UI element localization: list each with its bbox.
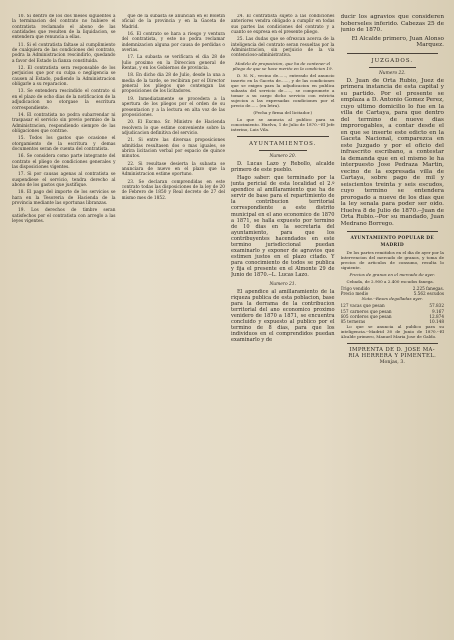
notice-number-21: Numero 21. (269, 281, 297, 287)
paragraph: 22. Si resultase desierta la subasta se anunciara de nuevo en el plazo que la Administracion estime oportuno. (121, 161, 225, 178)
model-signature: (Fecha y firma del licitador.) (253, 109, 313, 115)
item-label: 127 vacas que pesan (340, 303, 385, 309)
market-closing: Lo que se anuncia al publico para su inteligencia.--Madrid 30 de Junio de 1870.--El Alcalde primero, Manuel Maria Jose de Galdo. (340, 324, 444, 340)
column-3 (231, 14, 335, 632)
notice-number-22: Numero 22. (378, 70, 406, 76)
grain-prices-title: Precios de granos en el mercado de ayer. (349, 272, 435, 277)
paragraph: 18. En dicho dia 28 de Julio, desde la una a media de la tarde, se recibiran por el Director general los pliegos que contengan las proposiciones de los licitadores. (121, 73, 225, 95)
paragraph: 16. El contrato se hara a riesgo y ventura del contratista, y este no podra reclamar indemnizacion alguna por causa de perdidas o averias. (121, 32, 225, 54)
reses-list (341, 303, 445, 324)
paragraph: 14. El contratista no podra subarrendar ni traspasar el servicio sin previo permiso de la Administracion, respondiendo siempre de las obligaciones que contrae. (12, 112, 116, 134)
item-value: 57.832 (429, 303, 444, 309)
item-label: 605 corderos que pesan (340, 313, 392, 319)
paragraph: 18. El pago del importe de los servicios se hara en la Tesoreria de Hacienda de la provincia mediante las oportunas libranzas. (12, 190, 116, 206)
paragraph: 23. Se declaran comprendidas en este contrato todas las disposiciones de la ley de 20 de Febrero de 1850 y Real decreto de 27 del mismo mes de 1852. (121, 179, 225, 201)
alcalde-notice: Hago saber: que terminado por la junta pericial de esta localidad el 2.º apendice al amillaramiento que ha de servir de base para el repartimiento de la contribucion territorial correspondiente a este distrito municipal en el ano economico de 1870 a 1871, se halla expuesto por termino de 10 dias en la secretaria del ayuntamiento, para que los contribuyentes hacendados en este termino jurisdiccional puedan examinarlo y exponer de agravios que estimen justos en el plazo citado. Y para conocimiento de todos se publica y fija el presente en el Almonte 29 de Junio de 1870.--L. Lucas Lazo. (231, 174, 335, 279)
paragraph: 21. Si entre las diversas proposiciones admitidas resultasen dos o mas iguales, se abrira licitacion verbal por espacio de quince minutos. (121, 138, 225, 160)
paragraph: 20. El Excmo. Sr. Ministro de Hacienda resolvera lo que estime conveniente sobre la adjudicacion definitiva del servicio. (121, 120, 225, 136)
paragraph: 16. Se considera como parte integrante del contrato el pliego de condiciones generales y las disposiciones vigentes. (12, 154, 116, 170)
paragraph: 15. Todos los gastos que ocasione el otorgamiento de la escritura y demas documentos seran de cuenta del contratista. (12, 136, 116, 152)
divider (259, 150, 307, 151)
paragraph: 19. Los derechos de timbre seran satisfechos por el contratista con arreglo a las leyes vigentes. (12, 208, 116, 225)
printer-line-2: RIA HERRERA Y PIMENTEL. (348, 353, 437, 360)
apendice-notice: El apendice al amillaramiento de la riqueza publica de esta poblacion, base para la derrama de la contribucion territorial del ano economico proximo venidero de 1870 a 1871, se encuentra concluido y expuesto al publico por el termino de 8 dias, para que los individuos en el comprendidos puedan examinarlo y de (231, 288, 335, 344)
alcalde-heading: D. Lucas Lazo y Rebollo, alcalde primero de este pueblo. (231, 160, 335, 173)
columns (12, 14, 444, 632)
ayuntamiento-subheading: MADRID (380, 243, 404, 248)
printer-imprint (341, 348, 445, 365)
model-title: Modelo de proposicion, que ha de contener el pliego de que se hace merito en la condicion 19. (232, 60, 333, 71)
item-label: Precio medio (340, 291, 369, 297)
paragraph: 17. La subasta se verificara el dia 28 de Julio proximo en la Direccion general de Rentas, y en los Gobiernos de provincia. (121, 55, 225, 72)
item-label: 157 carneros que pesan (340, 308, 392, 314)
item-value: 2.225 fanegas. (412, 286, 444, 291)
item-value: 5.562 escudos (413, 291, 444, 297)
market-intro: De los partes remitidos en el dia de ayer por la Intervencion del mercado de granos, y toma de precios de articulos de consumo, resulta lo siguiente. (340, 250, 444, 270)
paragraph: 17. Si por causas agenas al contratista se suspendiese el servicio, tendra derecho al abono de los gastos que justifique. (12, 172, 116, 188)
paragraph: 12. El contratista sera responsable de los perjuicios que por su culpa o negligencia se causen al Estado, pudiendo la Administracion obligarle a su reparacion. (12, 66, 116, 88)
paragraph: que de la subasta se anuncian en el Boletin oficial de la provincia y en la Gaceta de Madrid. (121, 14, 225, 30)
model-text: D. N. N., vecino de......, enterado del anuncio inserto en la Gaceta de......, y de las condiciones que se exigen para la adjudicacion en publica subasta del servicio de......, se compromete a tomar a su cargo dicho servicio con estricta sujecion a las expresadas condiciones por el precio de...... (en letra). (231, 72, 335, 108)
column-1 (12, 14, 116, 632)
juzgado-notice: D. Juan de Orta Rubio, Juez de primera instancia de esta capital y su partido. Por el presente se emplaza a D. Antonio Gomez Perez, cuyo ultimo domicilio lo fue en la villa de Cartaya, para que dentro del termino de nueve dias improrogables, a contar desde el en que se inserte este edicto en la Gaceta Nacional, comparezca en este Juzgado y por el oficio del infrascrito escribano, a contestar la demanda que en el mismo le ha interpuesto Jose Pedraza Martin, vecino de la expresada villa de Cartaya, sobre pago de mil y seiscientos treinta y seis escudos, cuyo termino se entendera prorogado a nueve de los dias que la ley senala para poder ser oido. Huelva 8 de Julio de 1870.--Juan de Orta Rubio.--Por su mandado, Juan Medrano Borrego. (340, 77, 444, 227)
paragraph: 19. Inmediatamente se procedera a la apertura de los pliegos por el orden de su presentacion y a la lectura en alta voz de las proposiciones. (121, 96, 225, 118)
printer-address: Monjas, 3. (379, 359, 405, 365)
printer-line-1: IMPRENTA DE D. JOSE MA- (349, 347, 435, 354)
divider (347, 343, 439, 344)
continued-signature: El Alcalde primero, Juan Alonso Marquez. (351, 35, 444, 48)
ayuntamiento-heading: AYUNTAMIENTO POPULAR DE (350, 236, 434, 241)
section-heading-juzgados: JUZGADOS. (371, 57, 414, 64)
paragraph: 10. Si dentro de los dos meses siguientes a la terminacion del contrato no hubiere el contratista reclamado el abono de las cantidades que resulten de la liquidacion, se entendera que renuncia a ellas. (12, 14, 116, 41)
paragraph: 13. Se entendera rescindido el contrato si en el plazo de ocho dias de la notificacion de la adjudicacion no otorgase la escritura correspondiente. (12, 89, 116, 111)
item-label: Trigo vendido (340, 286, 370, 291)
divider (369, 67, 417, 68)
item-value: 10.148 (429, 319, 444, 325)
paragraph: 25. Las dudas que se ofrezcan acerca de la inteligencia del contrato seran resueltas por la Administracion, sin perjuicio de la via contencioso-administrativa. (231, 37, 335, 59)
item-label: 85 terneras (340, 319, 366, 325)
paragraph: 24. El contratista sujeto a las condiciones anteriores vendra obligado a cumplir en todas sus partes las condiciones del contrato y a cuanto se expresa en el presente pliego. (231, 14, 335, 36)
announcement-close: Lo que se anuncia al publico para su conocimiento. Huelva, 1 de Julio de 1870.--El Jefe interino, Luis Vila. (231, 116, 335, 132)
divider (237, 136, 329, 137)
column-4 (341, 14, 445, 632)
divider (347, 53, 439, 54)
reses-title: Nota.--Reses degolladas ayer. (361, 296, 423, 302)
cebada-price: Cebada, de 2.900 a 2.400 escudos fanega. (346, 279, 435, 284)
section-heading-ayuntamientos: AYUNTAMIENTOS. (249, 140, 317, 147)
column-2 (122, 14, 226, 632)
conditions-continued (231, 14, 335, 59)
notice-number-20: Numero 20. (269, 153, 297, 159)
paragraph: 11. Si el contratista faltase al cumplimiento de cualquiera de las condiciones del contrato, podra la Administracion rescindirlo, quedando a favor del Estado la fianza constituida. (12, 42, 116, 64)
item-value: 9.167 (432, 308, 444, 314)
grain-price-list (341, 286, 445, 296)
divider (347, 231, 439, 232)
item-value: 12.874 (429, 313, 444, 319)
continued-notice: ducir los agravios que consideren hoberseles inferido. Cabezas 25 de junio de 1870. (340, 14, 444, 33)
